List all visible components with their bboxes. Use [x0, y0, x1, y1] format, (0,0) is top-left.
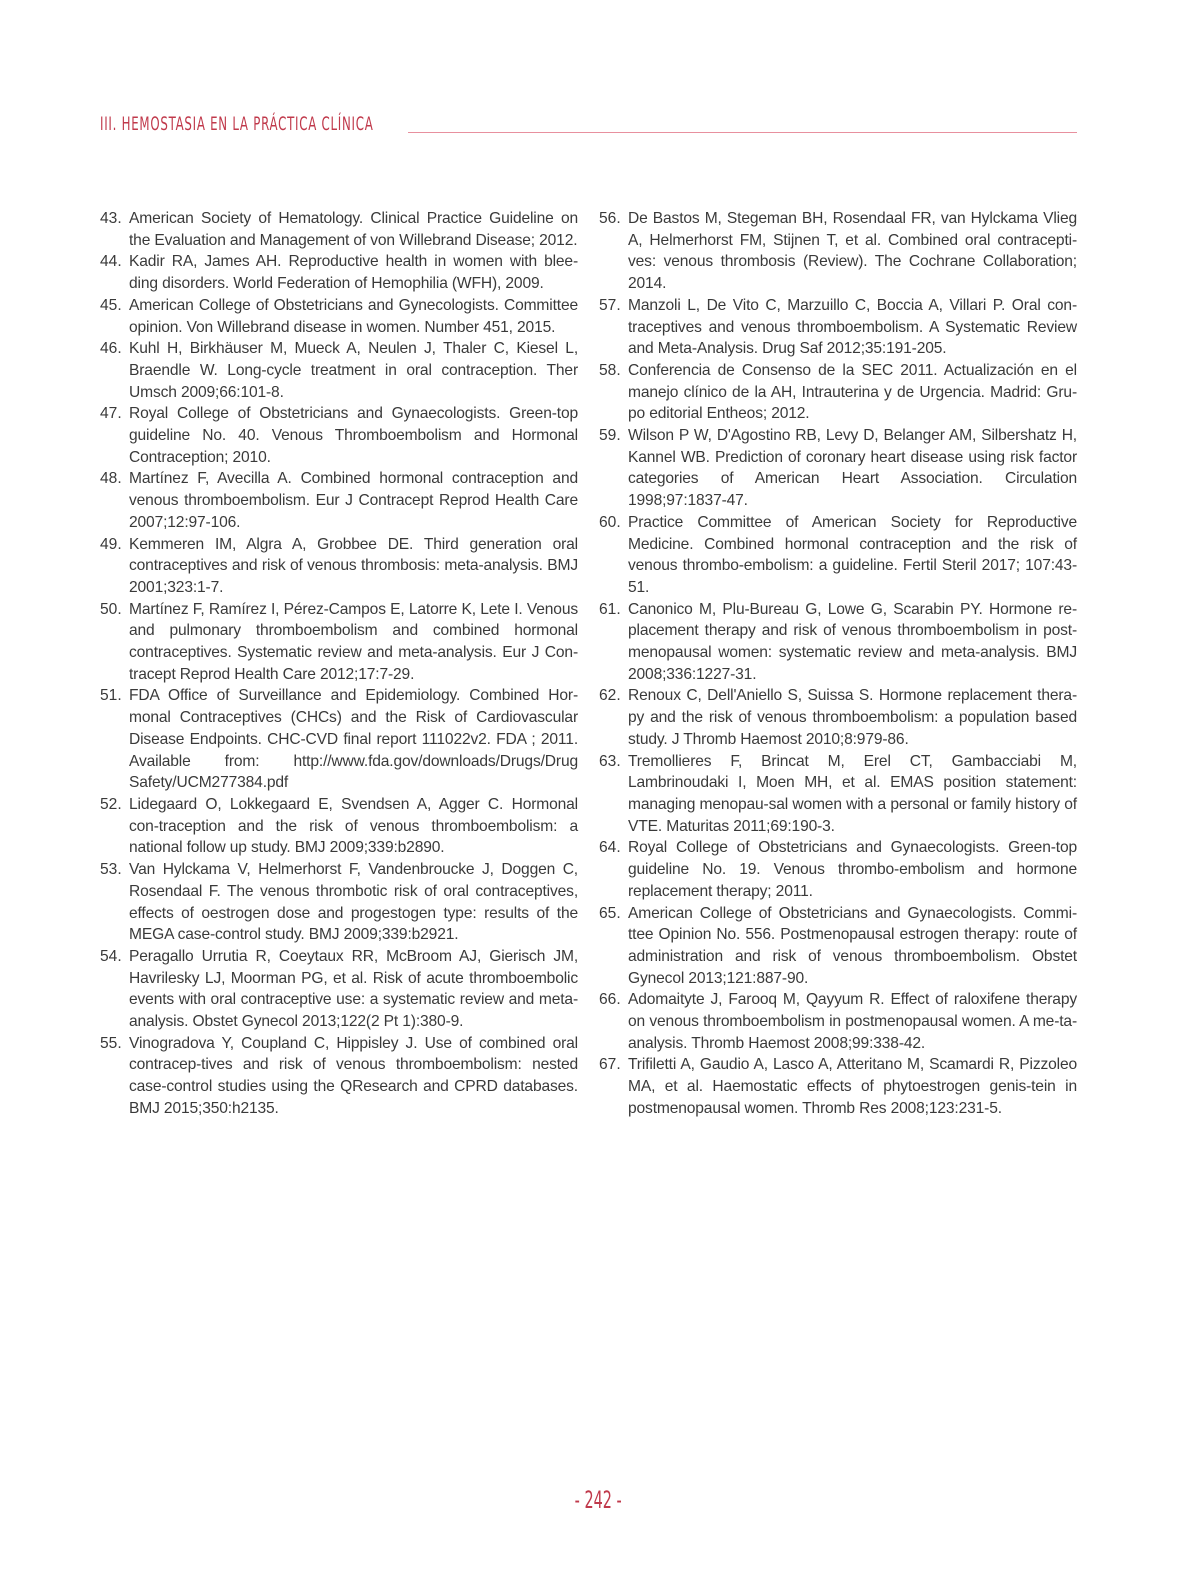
reference-text: American College of Obstetricians and Gynaecologists. Commi-ttee Opinion No. 556. Postmenopausal estrogen therapy: route of administration and risk of venous thromboembolism. Obstet Gynecol 2013;121:887-90. — [628, 904, 1077, 987]
reference-number: 49. — [100, 535, 122, 553]
reference-item — [599, 903, 1077, 990]
reference-number: 54. — [100, 947, 122, 965]
reference-number: 53. — [100, 861, 122, 879]
reference-text: Kemmeren IM, Algra A, Grobbee DE. Third generation oral contraceptives and risk of venous thrombosis: meta-analysis. BMJ 2001;323:1-7. — [129, 535, 578, 596]
reference-item — [599, 599, 1077, 686]
reference-item — [100, 859, 578, 946]
reference-text: Practice Committee of American Society for Reproductive Medicine. Combined hormonal contraception and the risk of venous thrombo-embolism: a guideline. Fertil Steril 2017; 107:43-51. — [628, 513, 1077, 596]
reference-item — [599, 295, 1077, 360]
references-left-column — [100, 208, 578, 1120]
reference-item — [599, 208, 1077, 295]
reference-item — [100, 685, 578, 794]
reference-number: 43. — [100, 210, 122, 227]
reference-text: Lidegaard O, Lokkegaard E, Svendsen A, Agger C. Hormonal con-traception and the risk of venous thromboembolism: a national follow up study. BMJ 2009;339:b2890. — [129, 795, 578, 857]
reference-item — [100, 208, 578, 251]
reference-item — [599, 1054, 1077, 1119]
reference-text: Renoux C, Dell'Aniello S, Suissa S. Hormone replacement thera-py and the risk of venous thromboembolism: a population based study. J Thromb Haemost 2010;8:979-86. — [628, 687, 1077, 748]
reference-number: 59. — [599, 427, 621, 445]
reference-number: 65. — [599, 904, 621, 922]
reference-item — [100, 338, 578, 403]
reference-number: 56. — [599, 210, 621, 227]
reference-text: Kuhl H, Birkhäuser M, Mueck A, Neulen J, Thaler C, Kiesel L, Braendle W. Long-cycle treatment in oral contraception. Ther Umsch 2009;66:101-8. — [129, 340, 578, 401]
reference-item — [599, 989, 1077, 1054]
reference-item — [100, 1033, 578, 1120]
reference-number: 44. — [100, 253, 122, 271]
reference-item — [599, 685, 1077, 750]
reference-item — [599, 512, 1077, 599]
chapter-title: III. HEMOSTASIA EN LA PRÁCTICA CLÍNICA — [100, 113, 374, 135]
reference-text: Adomaityte J, Farooq M, Qayyum R. Effect of raloxifene therapy on venous thromboembolism in postmenopausal women. A me-ta-analysis. Thromb Haemost 2008;99:338-42. — [628, 991, 1077, 1052]
reference-item — [100, 403, 578, 468]
reference-text: American College of Obstetricians and Gynecologists. Committee opinion. Von Willebrand disease in women. Number 451, 2015. — [129, 296, 578, 336]
reference-item — [100, 599, 578, 686]
reference-text: Martínez F, Ramírez I, Pérez-Campos E, Latorre K, Lete I. Venous and pulmonary thromboembolism and combined hormonal contraceptives. Systematic review and meta-analysis. Eur J Con-tracept Reprod Health Care 2012;17:7-29. — [129, 600, 578, 683]
reference-number: 51. — [100, 687, 122, 705]
reference-text: FDA Office of Surveillance and Epidemiology. Combined Hor-monal Contraceptives (CHCs) and the Risk of Cardiovascular Disease Endpoints. CHC-CVD final report 111022v2. FDA ; 2011. Available from: http://www.fda.gov/downloads/Drugs/Drug Safety/UCM277384.pdf — [129, 687, 578, 792]
reference-number: 64. — [599, 839, 621, 857]
reference-number: 52. — [100, 795, 122, 813]
reference-number: 55. — [100, 1034, 122, 1052]
reference-number: 63. — [599, 752, 621, 770]
reference-number: 66. — [599, 991, 621, 1009]
reference-item — [599, 425, 1077, 512]
reference-text: American Society of Hematology. Clinical Practice Guideline on the Evaluation and Management of von Willebrand Disease; 2012. — [129, 210, 578, 249]
reference-text: Royal College of Obstetricians and Gynaecologists. Green-top guideline No. 19. Venous thrombo-embolism and hormone replacement therapy; 2011. — [628, 839, 1077, 900]
reference-text: Martínez F, Avecilla A. Combined hormonal contraception and venous thromboembolism. Eur J Contracept Reprod Health Care 2007;12:97-106. — [129, 470, 578, 531]
reference-text: Manzoli L, De Vito C, Marzuillo C, Boccia A, Villari P. Oral con-traceptives and venous thromboembolism. A Systematic Review and Meta-Analysis. Drug Saf 2012;35:191-205. — [628, 296, 1077, 358]
references-right-column — [599, 208, 1077, 1120]
reference-number: 50. — [100, 600, 122, 618]
reference-item — [599, 360, 1077, 425]
reference-item — [100, 794, 578, 859]
reference-text: Wilson P W, D'Agostino RB, Levy D, Belanger AM, Silbershatz H, Kannel WB. Prediction of coronary heart disease using risk factor categories of American Heart Association. Circulation 1998;97:1837-47. — [628, 427, 1077, 510]
reference-number: 61. — [599, 600, 621, 618]
reference-item — [100, 946, 578, 1033]
references-section — [100, 208, 1077, 1120]
reference-number: 57. — [599, 296, 621, 314]
reference-number: 45. — [100, 296, 122, 314]
reference-text: Trifiletti A, Gaudio A, Lasco A, Atteritano M, Scamardi R, Pizzoleo MA, et al. Haemostatic effects of phytoestrogen genis-tein in postmenopausal women. Thromb Res 2008;123:231-5. — [628, 1056, 1077, 1117]
reference-number: 62. — [599, 687, 621, 705]
reference-text: Conferencia de Consenso de la SEC 2011. Actualización en el manejo clínico de la AH, Intrauterina y de Urgencia. Madrid: Gru-po editorial Entheos; 2012. — [628, 361, 1077, 423]
reference-item — [599, 751, 1077, 838]
reference-item — [100, 534, 578, 599]
reference-item — [100, 251, 578, 294]
reference-text: Royal College of Obstetricians and Gynaecologists. Green-top guideline No. 40. Venous Thromboembolism and Hormonal Contraception; 2010. — [129, 405, 578, 466]
reference-number: 48. — [100, 470, 122, 488]
chapter-header — [100, 108, 1077, 136]
reference-item — [100, 295, 578, 338]
page-footer — [0, 1486, 1196, 1514]
reference-text: Kadir RA, James AH. Reproductive health in women with blee-ding disorders. World Federation of Hemophilia (WFH), 2009. — [129, 253, 578, 293]
reference-number: 67. — [599, 1056, 621, 1074]
reference-text: Peragallo Urrutia R, Coeytaux RR, McBroom AJ, Gierisch JM, Havrilesky LJ, Moorman PG, et al. Risk of acute thromboembolic events with oral contraceptive use: a systematic review and meta-analysis. Obstet Gynecol 2013;122(2 Pt 1):380-9. — [129, 947, 578, 1031]
reference-item — [100, 468, 578, 533]
header-divider — [408, 132, 1077, 134]
reference-text: De Bastos M, Stegeman BH, Rosendaal FR, van Hylckama Vlieg A, Helmerhorst FM, Stijnen T, et al. Combined oral contracepti-ves: venous thrombosis (Review). The Cochrane Collaboration; 2014. — [628, 210, 1077, 293]
reference-text: Vinogradova Y, Coupland C, Hippisley J. Use of combined oral contracep-tives and risk of venous thromboembolism: nested case-control studies using the QResearch and CPRD databases. BMJ 2015;350:h2135. — [129, 1034, 578, 1117]
reference-text: Tremollieres F, Brincat M, Erel CT, Gambacciabi M, Lambrinoudaki I, Moen MH, et al. EMAS position statement: managing menopau-sal women with a personal or family history of VTE. Maturitas 2011;69:190-3. — [628, 752, 1077, 835]
reference-number: 47. — [100, 405, 122, 423]
page-number: - 242 - — [574, 1486, 622, 1514]
reference-item — [599, 837, 1077, 902]
reference-number: 58. — [599, 361, 621, 379]
reference-number: 46. — [100, 340, 122, 358]
reference-text: Van Hylckama V, Helmerhorst F, Vandenbroucke J, Doggen C, Rosendaal F. The venous thrombotic risk of oral contraceptives, effects of oestrogen dose and progestogen type: results of the MEGA case-control study. BMJ 2009;339:b2921. — [129, 861, 578, 944]
reference-number: 60. — [599, 513, 621, 531]
reference-text: Canonico M, Plu-Bureau G, Lowe G, Scarabin PY. Hormone re-placement therapy and risk of venous thromboembolism in post-menopausal women: systematic review and meta-analysis. BMJ 2008;336:1227-31. — [628, 600, 1077, 683]
